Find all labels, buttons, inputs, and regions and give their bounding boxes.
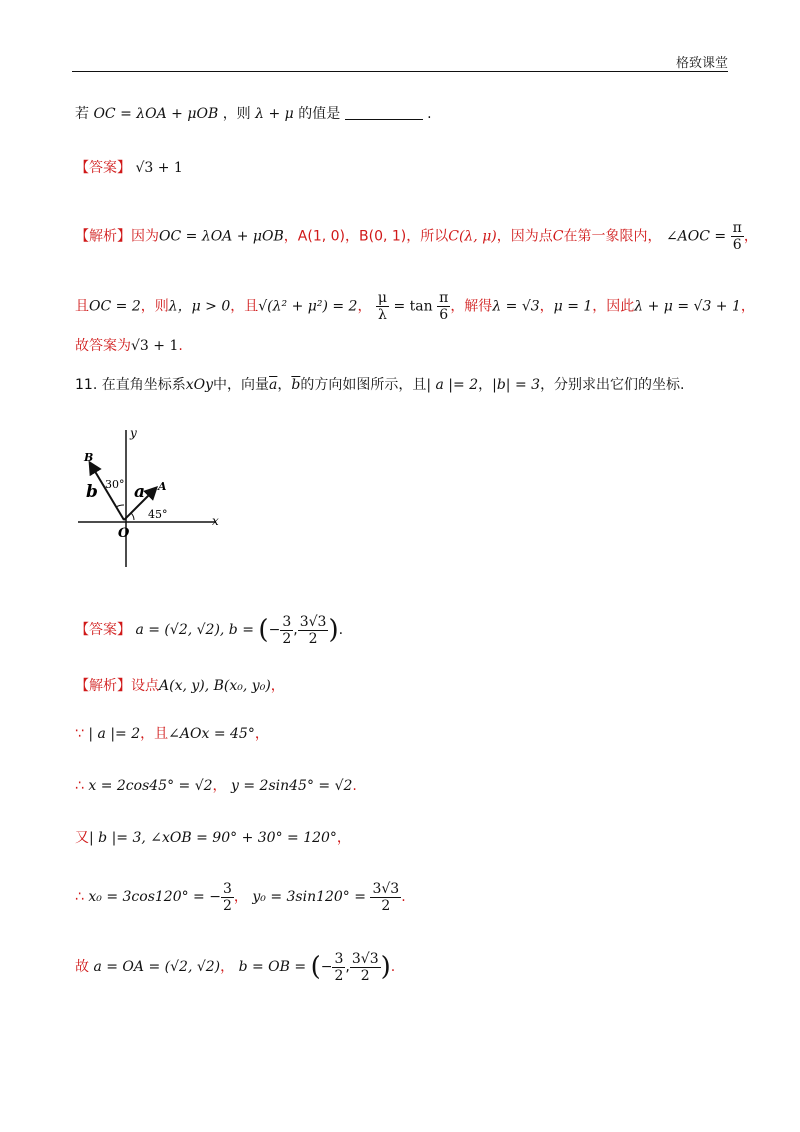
therefore-symbol: ∴: [75, 889, 84, 905]
paren-close: ): [380, 952, 391, 982]
angle-45-label: 45°: [148, 508, 168, 521]
analysis2-l4-end: ，: [336, 830, 351, 846]
y-label: y: [130, 426, 137, 440]
analysis2-set: 设点: [131, 678, 159, 694]
q11-number: 11.: [75, 377, 98, 393]
analysis1-l2h: = tan: [389, 298, 433, 315]
q11-cond2: |b| = 3: [492, 377, 541, 393]
analysis2-line3: [75, 776, 357, 796]
analysis1-l2c: ，则: [140, 298, 169, 315]
analysis2-l6a: a = OA = (√2, √2): [93, 959, 221, 975]
frac-num: 3: [282, 613, 292, 630]
analysis1-l1c: C(λ, μ): [448, 228, 497, 245]
analysis2-l5-frac1: [221, 881, 234, 914]
angle-arc-b: [116, 505, 124, 507]
analysis1-l3b: √3 + 1: [131, 338, 179, 354]
vector-a: $\overline{a}$: [269, 377, 278, 393]
analysis1-l1a: 因为: [131, 228, 159, 245]
analysis1-l1b: ，A(1, 0)，B(0, 1)，所以: [283, 228, 449, 245]
analysis1-tag: 【解析】: [75, 228, 131, 245]
analysis1-l1-eq: OC = λOA + μOB: [159, 228, 284, 245]
analysis2-line5: [75, 880, 406, 914]
q11-xoy: xOy: [185, 377, 214, 393]
x-label: x: [212, 514, 219, 528]
frac-den: 2: [381, 897, 391, 914]
analysis2-l3b: ，: [212, 778, 227, 794]
analysis2-l6-end: .: [390, 959, 396, 975]
point-b-label: B: [84, 451, 94, 464]
analysis1-l3a: 故答案为: [75, 338, 131, 354]
analysis2-l6-neg: −: [320, 959, 333, 975]
analysis1-l1-angle: ∠AOC =: [665, 228, 727, 245]
answer2-tag: 【答案】: [75, 622, 131, 638]
header-rule: [72, 71, 728, 72]
angle-arc-a: [131, 513, 134, 520]
frac-den: 2: [222, 897, 232, 914]
analysis2-l5-frac2: [370, 881, 401, 914]
vector-figure: [78, 425, 228, 570]
origin-label: O: [118, 526, 130, 541]
q11-text-d: ，分别求出它们的坐标.: [540, 377, 685, 393]
q10-prefix: 若: [75, 106, 89, 122]
analysis2-l4-sym: 又: [75, 830, 89, 846]
frac-den: 6: [439, 307, 449, 323]
analysis2-l5c: y₀ = 3sin120° =: [252, 889, 366, 905]
point-a-label: A: [158, 480, 167, 493]
paren-open: (: [310, 952, 321, 982]
q11-sep: ，: [277, 377, 292, 393]
q11-text-c: 的方向如图所示，且: [300, 377, 427, 393]
answer2-frac2: [298, 614, 329, 647]
analysis1-l1d: ，因为点: [496, 228, 553, 245]
vector-b: $\overline{b}$: [291, 377, 301, 393]
frac-num: 3√3: [299, 613, 327, 630]
q10-line: [75, 104, 432, 124]
frac-num: 3√3: [351, 950, 379, 967]
analysis2-l4a: | b |= 3, ∠xOB = 90° + 30° = 120°: [89, 830, 337, 846]
analysis2-l6c: b = OB =: [238, 959, 307, 975]
analysis2-l6-mid: ,: [345, 959, 350, 975]
analysis2-l2b: ，且: [140, 726, 169, 742]
answer-blank: [345, 105, 423, 120]
answer2-part1: a = (√2, √2), b =: [135, 622, 254, 638]
analysis2-l6b: ，: [220, 959, 235, 975]
answer2-neg: −: [268, 622, 281, 638]
frac-num: 3: [222, 880, 232, 897]
analysis1-l2b: OC = 2: [89, 298, 141, 315]
q11-text-b: 中，向量: [213, 377, 270, 393]
analysis1-l2g: ，: [357, 298, 372, 315]
frac-den: λ: [378, 307, 387, 323]
analysis1-l2m: ，因此: [592, 298, 635, 315]
q10-mid: ，则: [222, 106, 251, 122]
analysis2-l2a: | a |= 2: [88, 726, 141, 742]
angle-30-label: 30°: [105, 478, 125, 491]
analysis1-l2k: ，: [539, 298, 554, 315]
analysis1-l2i: ，解得: [450, 298, 493, 315]
paren-open: (: [258, 615, 269, 645]
analysis2-l6-frac2: [350, 951, 381, 984]
analysis2-l3c: y = 2sin45° = √2: [231, 778, 353, 794]
answer1-value: √3 + 1: [135, 160, 183, 176]
analysis2-l3a: x = 2cos45° = √2: [88, 778, 213, 794]
analysis2-set-end: ，: [270, 678, 285, 694]
analysis1-l2-frac: [376, 290, 389, 323]
analysis1-l2e: ，且: [230, 298, 259, 315]
vector-a-label: a: [134, 482, 146, 502]
q11-cond1: | a |= 2: [426, 377, 479, 393]
q10-suffix: 的值是: [298, 106, 341, 122]
analysis2-l5a: x₀ = 3cos120° = −: [88, 889, 221, 905]
analysis2-line2: [75, 724, 269, 744]
analysis1-l2-end: ，: [740, 298, 755, 315]
answer1-line: [75, 158, 183, 178]
q11-line: [75, 375, 685, 395]
q10-end: .: [427, 106, 432, 122]
coordinate-diagram: [78, 425, 228, 570]
answer2-end: .: [338, 622, 344, 638]
analysis2-points: A(x, y), B(x₀, y₀): [159, 678, 271, 694]
analysis2-l2-end: ，: [254, 726, 269, 742]
paren-close: ): [328, 615, 339, 645]
vector-b-label: b: [86, 482, 98, 502]
answer2-line: [75, 613, 343, 647]
therefore-symbol: ∴: [75, 778, 84, 794]
analysis1-line1: [75, 220, 758, 253]
analysis1-l1e: C: [552, 228, 564, 245]
analysis2-l6-frac1: [332, 951, 345, 984]
because-symbol: ∵: [75, 726, 84, 742]
analysis1-l2d: λ，μ > 0: [168, 298, 231, 315]
analysis2-line6: [75, 950, 395, 984]
q11-text-a: 在直角坐标系: [101, 377, 186, 393]
frac-num: π: [732, 220, 742, 236]
q11-comma: ，: [478, 377, 493, 393]
frac-num: π: [439, 290, 449, 306]
frac-den: 2: [308, 630, 318, 647]
answer2-mid: ,: [293, 622, 298, 638]
frac-den: 6: [732, 237, 742, 253]
q10-equation: OC = λOA + μOB: [93, 106, 219, 122]
analysis1-l1-frac: [731, 220, 744, 253]
q10-expr: λ + μ: [255, 106, 294, 122]
frac-den: 2: [360, 967, 370, 984]
analysis1-l2a: 且: [75, 298, 89, 315]
analysis2-l3-end: .: [352, 778, 357, 794]
analysis2-line1: [75, 676, 285, 696]
analysis1-l2-tanfrac: [437, 290, 450, 323]
analysis1-l1f: 在第一象限内，: [563, 228, 662, 245]
analysis1-l2f: √(λ² + μ²) = 2: [258, 298, 358, 315]
analysis1-l1-end: ，: [743, 228, 758, 245]
frac-num: μ: [377, 290, 388, 306]
header-brand: 格致课堂: [675, 56, 728, 71]
frac-num: 3√3: [372, 880, 400, 897]
analysis2-l6-sym: 故: [75, 959, 89, 975]
analysis2-l5-end: .: [401, 889, 406, 905]
analysis1-line2: [75, 290, 755, 323]
analysis1-l2j: λ = √3: [492, 298, 540, 315]
frac-den: 2: [282, 630, 292, 647]
analysis2-l2c: ∠AOx = 45°: [168, 726, 255, 742]
analysis2-l5b: ，: [233, 889, 248, 905]
analysis1-l3-end: .: [178, 338, 183, 354]
analysis1-l2l: μ = 1: [553, 298, 593, 315]
analysis1-l2n: λ + μ = √3 + 1: [634, 298, 741, 315]
analysis2-tag: 【解析】: [75, 678, 131, 694]
answer1-tag: 【答案】: [75, 160, 131, 176]
answer2-frac1: [280, 614, 293, 647]
frac-den: 2: [334, 967, 344, 984]
frac-num: 3: [334, 950, 344, 967]
analysis2-line4: [75, 828, 351, 848]
analysis1-line3: [75, 336, 183, 356]
